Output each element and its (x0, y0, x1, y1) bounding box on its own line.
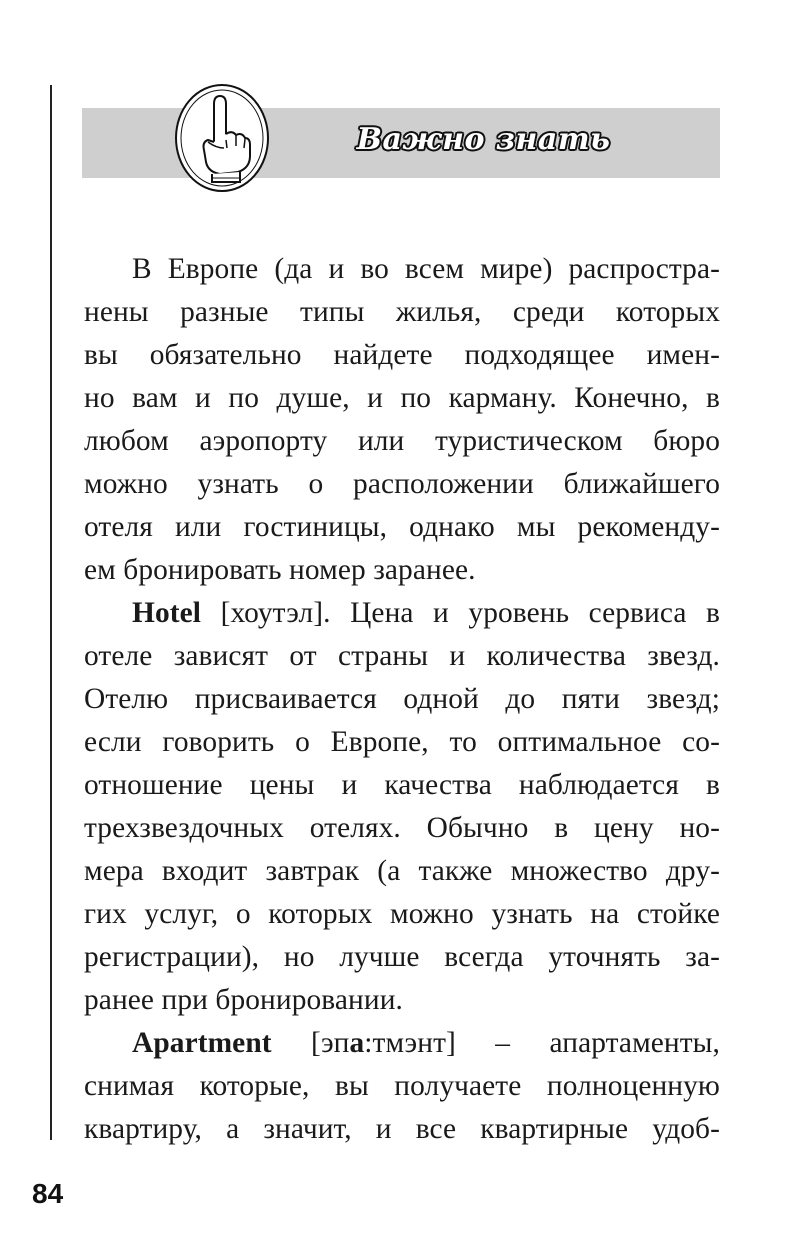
text-line: если говорить о Европе, то оптимальное со- (84, 726, 720, 758)
pointing-finger-icon (172, 82, 272, 194)
text-line: нены разные типы жилья, среди которых (84, 296, 720, 328)
text-line: ем бронировать номер заранее. (84, 554, 476, 586)
term-apartment: Apartment (132, 1027, 272, 1059)
banner-title: Важно знать (356, 122, 611, 157)
text-line: любом аэропорту или туристическом бюро (84, 425, 720, 457)
text-line: регистрации), но лучше всегда уточнять за- (84, 941, 720, 973)
text-line: гих услуг, о которых можно узнать на стойке (84, 898, 720, 930)
text-fragment: [хоутэл]. Цена и уровень сервиса в (201, 597, 720, 629)
body-text (84, 248, 720, 1151)
text-line: трехзвездочных отелях. Обычно в цену но- (84, 812, 720, 844)
text-line: отношение цены и качества наблюдается в (84, 769, 720, 801)
text-line: но вам и по душе, и по карману. Конечно, в (84, 382, 720, 414)
text-line: отеле зависят от страны и количества звезд. (84, 640, 720, 672)
text-line: Отелю присваивается одной до пяти звезд; (84, 683, 720, 715)
term-hotel: Hotel (132, 597, 202, 629)
text-line: снимая которые, вы получаете полноценную (84, 1070, 720, 1102)
text-line: квартиру, а значит, и все квартирные удоб- (84, 1113, 720, 1145)
text-fragment: :тмэнт] – апартаменты, (364, 1027, 720, 1059)
text-line (84, 1022, 720, 1065)
text-line: ранее при бронировании. (84, 984, 403, 1016)
text-line: мера входит завтрак (а также множество дру- (84, 855, 720, 887)
text-line: В Европе (да и во всем мире) распростра- (132, 253, 720, 285)
text-line (84, 592, 720, 635)
text-fragment: [эп (271, 1027, 350, 1059)
stress-mark: а (349, 1027, 365, 1059)
page-number: 84 (32, 1178, 64, 1209)
text-line: вы обязательно найдете подходящее имен- (84, 339, 720, 371)
text-line: отеля или гостиницы, однако мы рекоменду- (84, 511, 720, 543)
text-line: можно узнать о расположении ближайшего (84, 468, 720, 500)
margin-rule (50, 85, 52, 1140)
